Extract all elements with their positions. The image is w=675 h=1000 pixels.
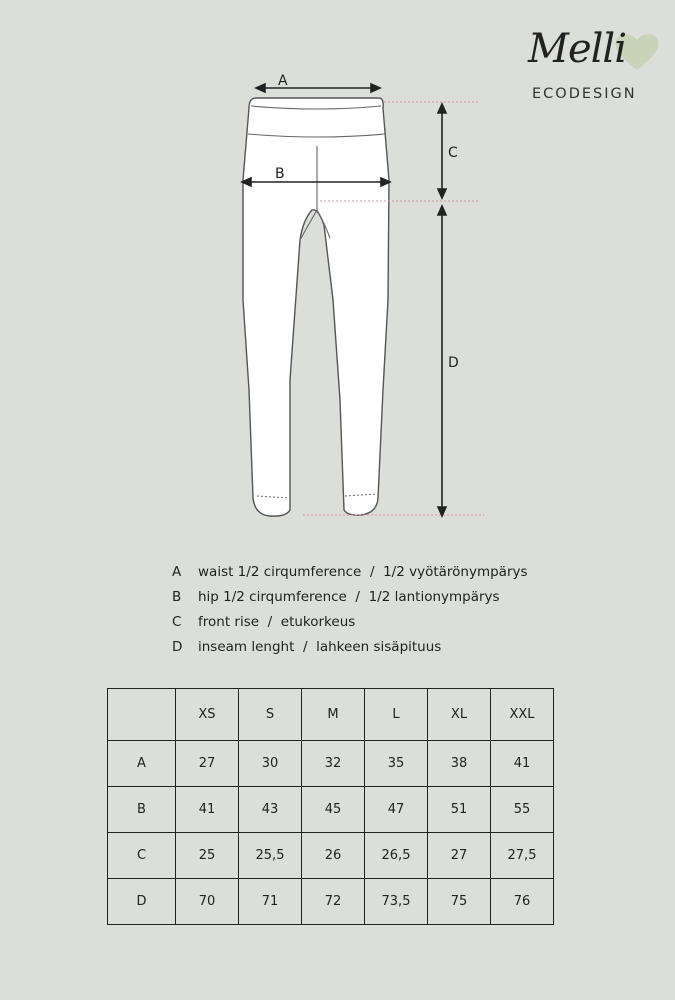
legend-letter: D (172, 639, 183, 655)
table-cell: 73,5 (365, 879, 428, 925)
table-row (108, 833, 554, 879)
measurement-legend (172, 563, 528, 663)
dimension-label-a: A (278, 73, 288, 89)
table-cell: 26 (302, 833, 365, 879)
table-cell: 43 (239, 787, 302, 833)
dimension-label-b: B (275, 166, 285, 182)
legend-text: front rise / etukorkeus (198, 614, 356, 630)
row-label: D (108, 879, 176, 925)
table-cell: 70 (176, 879, 239, 925)
table-cell: 41 (491, 741, 554, 787)
table-cell: 27 (428, 833, 491, 879)
table-cell: 38 (428, 741, 491, 787)
table-cell: 47 (365, 787, 428, 833)
legend-row (172, 613, 528, 638)
table-cell: 72 (302, 879, 365, 925)
table-cell: 27,5 (491, 833, 554, 879)
table-cell: 75 (428, 879, 491, 925)
row-label: B (108, 787, 176, 833)
legend-text: waist 1/2 cirqumference / 1/2 vyötärönympärys (198, 564, 528, 580)
table-cell: 27 (176, 741, 239, 787)
legend-letter: C (172, 614, 182, 630)
dimension-label-d: D (448, 355, 459, 371)
brand-script-name: Melli (528, 26, 627, 72)
table-cell: 25 (176, 833, 239, 879)
size-header: M (302, 689, 365, 741)
legend-letter: A (172, 564, 182, 580)
size-header: S (239, 689, 302, 741)
legend-text: hip 1/2 cirqumference / 1/2 lantionympärys (198, 589, 500, 605)
table-cell: 76 (491, 879, 554, 925)
row-label: C (108, 833, 176, 879)
table-corner-cell (108, 689, 176, 741)
row-label: A (108, 741, 176, 787)
table-cell: 25,5 (239, 833, 302, 879)
table-cell: 51 (428, 787, 491, 833)
table-cell: 41 (176, 787, 239, 833)
size-header: XL (428, 689, 491, 741)
size-table (107, 688, 554, 925)
legend-text: inseam lenght / lahkeen sisäpituus (198, 639, 442, 655)
table-row (108, 879, 554, 925)
leggings-outline-icon (243, 98, 389, 516)
legend-row (172, 638, 528, 663)
dimension-label-c: C (448, 145, 458, 161)
table-cell: 55 (491, 787, 554, 833)
legend-letter: B (172, 589, 182, 605)
legend-row (172, 588, 528, 613)
size-header: L (365, 689, 428, 741)
size-header: XXL (491, 689, 554, 741)
table-header-row (108, 689, 554, 741)
table-cell: 35 (365, 741, 428, 787)
table-cell: 30 (239, 741, 302, 787)
table-cell: 26,5 (365, 833, 428, 879)
table-cell: 32 (302, 741, 365, 787)
table-row (108, 741, 554, 787)
table-cell: 71 (239, 879, 302, 925)
legend-row (172, 563, 528, 588)
size-header: XS (176, 689, 239, 741)
brand-subtitle: ECODESIGN (532, 86, 637, 102)
table-cell: 45 (302, 787, 365, 833)
table-row (108, 787, 554, 833)
